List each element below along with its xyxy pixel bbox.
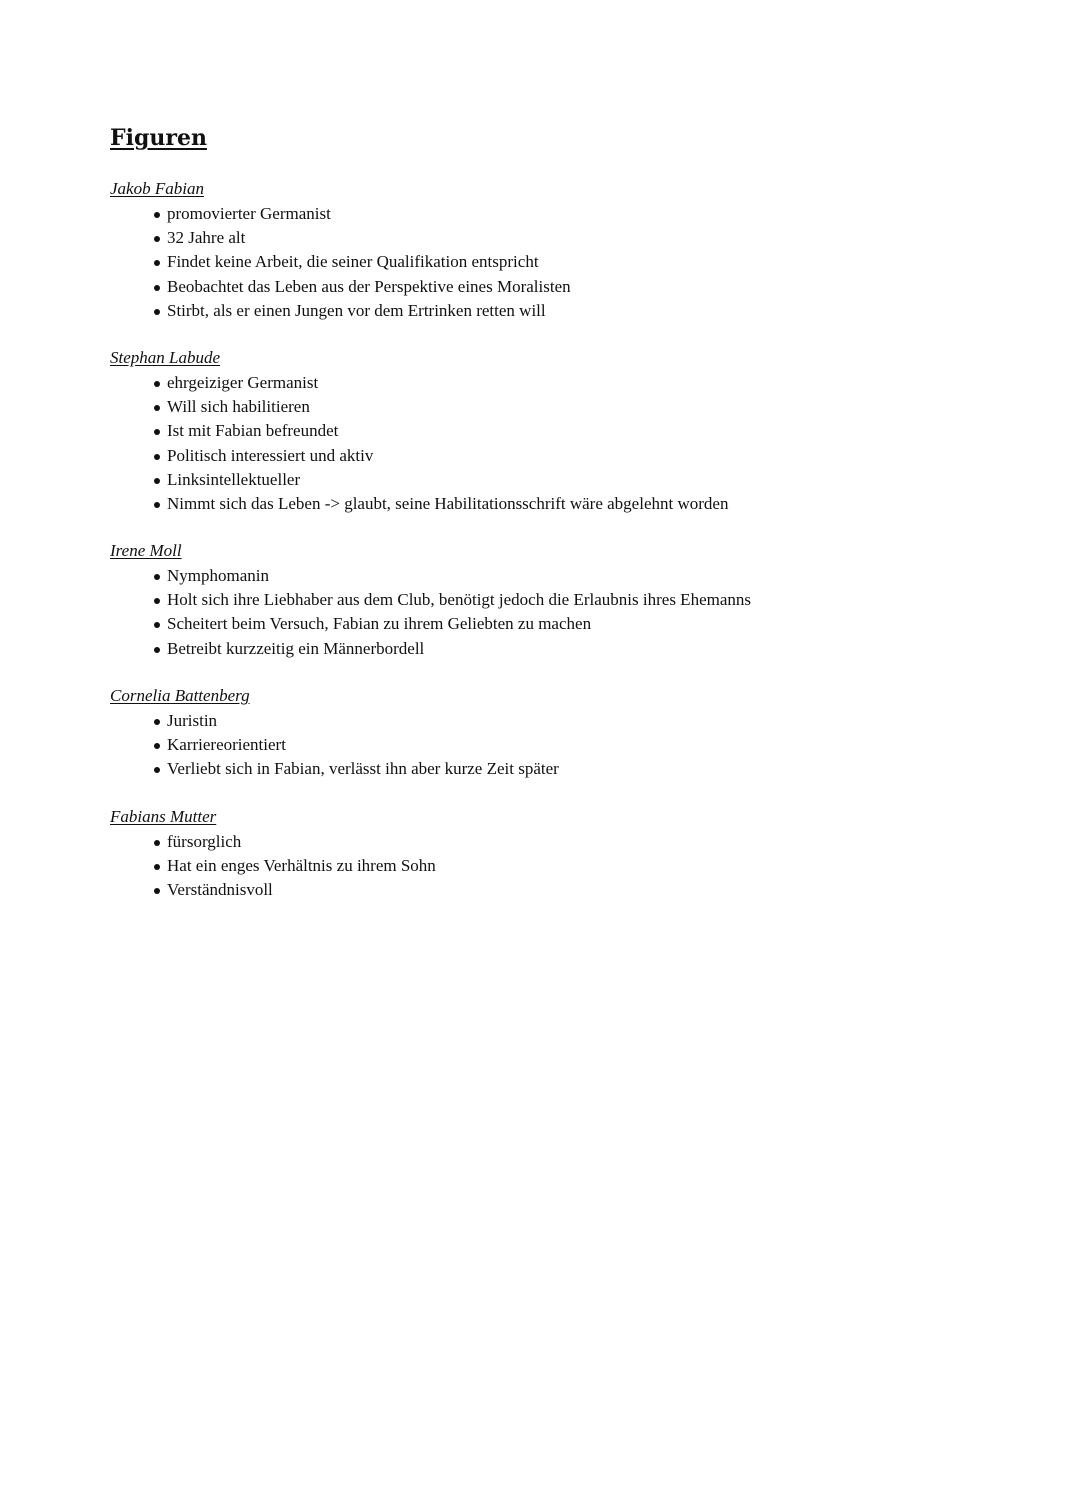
- trait-item: Linksintellektueller: [154, 468, 1010, 492]
- character-name: Fabians Mutter: [110, 807, 217, 826]
- character-section-jakob-fabian: [110, 178, 1010, 323]
- trait-item: ehrgeiziger Germanist: [154, 371, 1010, 395]
- character-section-stephan-labude: [110, 347, 1010, 516]
- character-name: Cornelia Battenberg: [110, 686, 250, 705]
- trait-list: [110, 830, 1010, 903]
- trait-item: fürsorglich: [154, 830, 1010, 854]
- character-section-cornelia-battenberg: [110, 685, 1010, 782]
- trait-item: Ist mit Fabian befreundet: [154, 419, 1010, 443]
- character-section-irene-moll: [110, 540, 1010, 661]
- trait-item: Beobachtet das Leben aus der Perspektive eines Moralisten: [154, 275, 1010, 299]
- trait-list: [110, 564, 1010, 661]
- trait-list: [110, 709, 1010, 782]
- trait-item: Juristin: [154, 709, 1010, 733]
- trait-item: 32 Jahre alt: [154, 226, 1010, 250]
- page-title: Figuren: [110, 125, 207, 151]
- trait-item: Verständnisvoll: [154, 878, 1010, 902]
- trait-item: Nymphomanin: [154, 564, 1010, 588]
- character-name: Jakob Fabian: [110, 179, 204, 198]
- character-name: Irene Moll: [110, 541, 182, 560]
- trait-list: [110, 371, 1010, 516]
- trait-item: Nimmt sich das Leben -> glaubt, seine Habilitationsschrift wäre abgelehnt worden: [154, 492, 1010, 516]
- trait-item: promovierter Germanist: [154, 202, 1010, 226]
- trait-item: Scheitert beim Versuch, Fabian zu ihrem Geliebten zu machen: [154, 612, 1010, 636]
- trait-item: Hat ein enges Verhältnis zu ihrem Sohn: [154, 854, 1010, 878]
- character-name: Stephan Labude: [110, 348, 221, 367]
- trait-item: Findet keine Arbeit, die seiner Qualifikation entspricht: [154, 250, 1010, 274]
- character-section-fabians-mutter: [110, 806, 1010, 903]
- trait-item: Holt sich ihre Liebhaber aus dem Club, benötigt jedoch die Erlaubnis ihres Ehemanns: [154, 588, 1010, 612]
- trait-item: Will sich habilitieren: [154, 395, 1010, 419]
- trait-item: Stirbt, als er einen Jungen vor dem Ertrinken retten will: [154, 299, 1010, 323]
- trait-item: Betreibt kurzzeitig ein Männerbordell: [154, 637, 1010, 661]
- trait-list: [110, 202, 1010, 323]
- trait-item: Politisch interessiert und aktiv: [154, 444, 1010, 468]
- trait-item: Karriereorientiert: [154, 733, 1010, 757]
- trait-item: Verliebt sich in Fabian, verlässt ihn aber kurze Zeit später: [154, 757, 1010, 781]
